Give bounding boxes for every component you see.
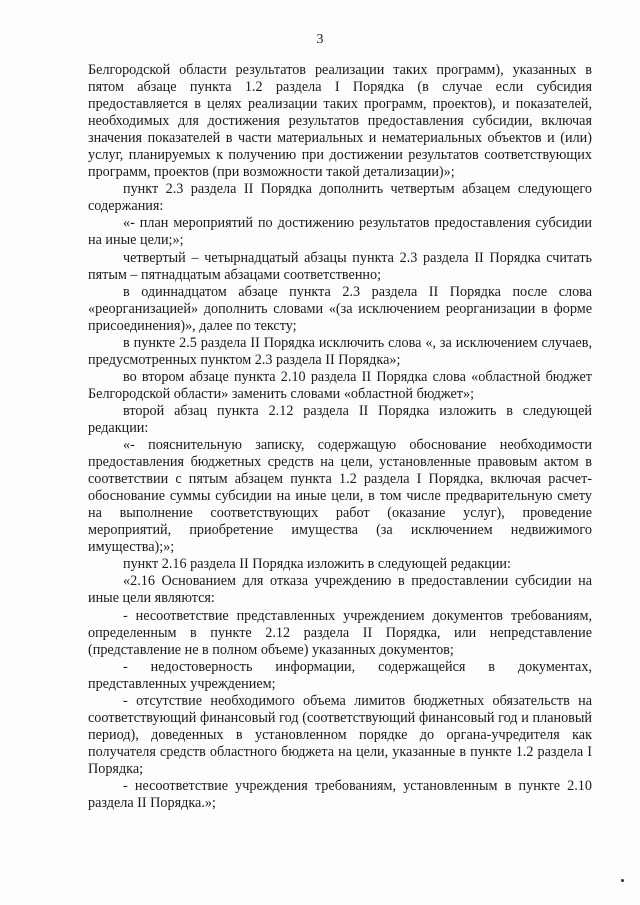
paragraph: - недостоверность информации, содержащейся в документах, представленных учреждением; — [88, 658, 592, 692]
document-body — [88, 62, 592, 812]
paragraph: в пункте 2.5 раздела II Порядка исключить слова «, за исключением случаев, предусмотренных пунктом 2.3 раздела II Порядка»; — [88, 334, 592, 368]
paragraph: Белгородской области результатов реализации таких программ), указанных в пятом абзаце пункта 1.2 раздела I Порядка (в случае если субсидия предоставляется в целях реализации таких программ, проектов), и показателей, необходимых для достижения результатов предоставления субсидии, включая значения показателей в части материальных и нематериальных объектов и (или) услуг, планируемых к получению при достижении результатов соответствующих программ, проектов (при возможности такой детализации)»; — [88, 62, 592, 181]
paragraph: второй абзац пункта 2.12 раздела II Порядка изложить в следующей редакции: — [88, 402, 592, 436]
scan-speck — [621, 879, 624, 882]
paragraph: «- план мероприятий по достижению результатов предоставления субсидии на иные цели;»; — [88, 215, 592, 249]
page-number: 3 — [316, 32, 324, 47]
paragraph: четвертый – четырнадцатый абзацы пункта 2.3 раздела II Порядка считать пятым – пятнадцатым абзацами соответственно; — [88, 249, 592, 283]
paragraph: - отсутствие необходимого объема лимитов бюджетных обязательств на соответствующий финансовый год (соответствующий финансовый год и плановый период), доведенных в установленном порядке до органа-учредителя как получателя средств областного бюджета на цели, указанные в пункте 1.2 раздела I Порядка; — [88, 692, 592, 777]
paragraph: в одиннадцатом абзаце пункта 2.3 раздела II Порядка после слова «реорганизацией» дополнить словами «(за исключением реорганизации в форме присоединения)», далее по тексту; — [88, 283, 592, 334]
paragraph: - несоответствие учреждения требованиям, установленным в пункте 2.10 раздела II Порядка.»; — [88, 777, 592, 812]
paragraph: пункт 2.16 раздела II Порядка изложить в следующей редакции: — [123, 556, 511, 573]
paragraph: пункт 2.3 раздела II Порядка дополнить четвертым абзацем следующего содержания: — [88, 181, 592, 215]
paragraph: - несоответствие представленных учреждением документов требованиям, определенным в пункте 2.12 раздела II Порядка, или непредставление (представление не в полном объеме) указанных документов; — [88, 607, 592, 658]
paragraph: «2.16 Основанием для отказа учреждению в предоставлении субсидии на иные цели являются: — [88, 573, 592, 607]
paragraph: «- пояснительную записку, содержащую обоснование необходимости предоставления бюджетных средств на цели, установленные правовым актом в соответствии с пятым абзацем пункта 1.2 раздела I Порядка, включая расчет-обоснование суммы субсидии на иные цели, в том числе предварительную смету на выполнение соответствующих работ (оказание услуг), проведение мероприятий, приобретение имущества (за исключением недвижимого имущества);»; — [88, 437, 592, 556]
paragraph: во втором абзаце пункта 2.10 раздела II Порядка слова «областной бюджет Белгородской области» заменить словами «областной бюджет»; — [88, 368, 592, 402]
